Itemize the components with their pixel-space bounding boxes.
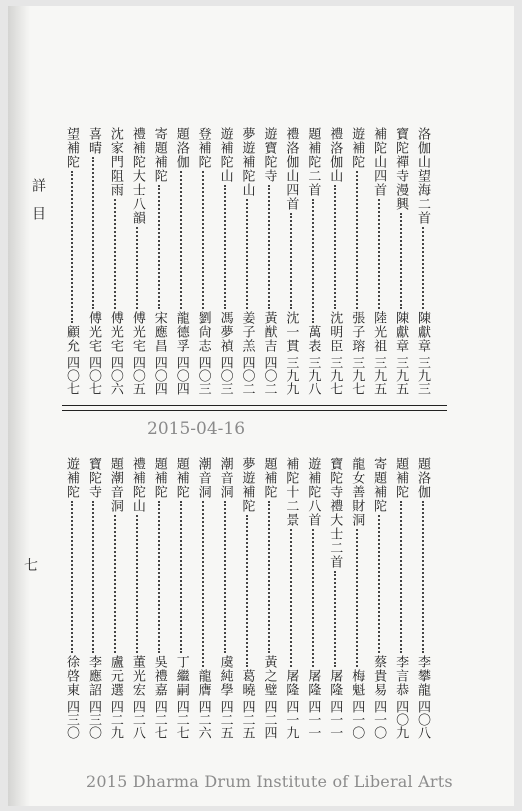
entry-title: 遊補陀 [349, 127, 365, 169]
entry-title: 沈家門阻雨 [107, 127, 123, 197]
entry-title: 遊補陀 [64, 457, 79, 499]
entry-title: 寄題補陀 [151, 127, 167, 183]
toc-entry [305, 457, 320, 739]
entry-title: 登補陀 [195, 127, 211, 169]
dot-leader [400, 213, 402, 309]
toc-entry [349, 457, 364, 739]
entry-author: 張子瑢 [349, 311, 365, 353]
entry-author: 李攀龍 [415, 655, 430, 697]
entry-title: 題潮音洞 [107, 457, 123, 513]
entry-title: 補陀十二景 [283, 457, 299, 527]
toc-entry [152, 127, 167, 395]
entry-author: 陳獻章 [393, 311, 409, 353]
dot-leader [312, 529, 314, 667]
dot-leader [422, 501, 424, 653]
entry-page: 三九九 [283, 356, 299, 395]
toc-entry [174, 457, 189, 739]
entry-title: 潮音洞 [195, 457, 211, 499]
dot-leader [334, 185, 336, 309]
entry-author: 屠隆 [283, 669, 299, 697]
entry-author: 沈一貫 [283, 311, 299, 353]
dot-leader [400, 501, 402, 653]
entry-page: 四〇三 [217, 356, 233, 395]
entry-page: 四三〇 [85, 700, 101, 739]
entry-title: 禮補陀山 [129, 457, 145, 513]
entry-title: 禮洛伽山四首 [283, 127, 299, 211]
entry-title: 題洛伽 [173, 127, 189, 169]
dot-leader [71, 501, 73, 653]
dot-leader [224, 501, 226, 653]
dot-leader [224, 185, 226, 309]
entry-author: 陳獻章 [415, 311, 430, 353]
entry-author: 宋應昌 [151, 311, 167, 353]
entry-author: 龍德孚 [173, 311, 189, 353]
entry-author: 吳禮嘉 [151, 655, 167, 697]
entry-title: 望補陀 [64, 127, 79, 169]
toc-entry [64, 457, 79, 739]
entry-title: 寶陀寺 [85, 457, 101, 499]
entry-author: 屠隆 [327, 669, 343, 697]
dot-leader [180, 501, 182, 653]
entry-page: 四一〇 [349, 700, 365, 739]
entry-page: 四二七 [151, 700, 167, 739]
toc-entry [196, 457, 211, 739]
entry-author: 黃之璧 [261, 655, 277, 697]
dot-leader [136, 515, 138, 653]
entry-title: 寶陀寺禮大士二首 [327, 457, 343, 569]
toc-entry [108, 127, 123, 395]
toc-entry [261, 127, 276, 395]
dot-leader [268, 185, 270, 309]
entry-page: 四二八 [129, 700, 145, 739]
entry-title: 遊補陀八首 [305, 457, 321, 527]
dot-leader [114, 199, 116, 309]
entry-title: 禮補陀大士八韻 [129, 127, 145, 225]
dot-leader [246, 515, 248, 667]
entry-author: 李言恭 [393, 655, 409, 697]
toc-entry [196, 127, 211, 395]
entry-page: 四一一 [305, 700, 321, 739]
entry-title: 寶陀禪寺漫興 [393, 127, 409, 211]
toc-entry [86, 127, 101, 395]
toc-entry [218, 457, 233, 739]
entry-page: 四一九 [283, 700, 299, 739]
entry-title: 補陀山四首 [371, 127, 387, 197]
entry-title: 潮音洞 [217, 457, 233, 499]
entry-title: 題補陀 [261, 457, 277, 499]
entry-title: 遊補陀山 [217, 127, 233, 183]
entry-page: 四〇二 [261, 356, 277, 395]
entry-page: 四二五 [217, 700, 233, 739]
toc-entry [152, 457, 167, 739]
entry-author: 虞純學 [217, 655, 233, 697]
entry-page: 三九七 [327, 356, 343, 395]
entry-author: 顧允 [64, 325, 79, 353]
divider-rule-top [62, 405, 447, 406]
toc-entry [174, 127, 189, 395]
entry-page: 四三〇 [64, 700, 79, 739]
dot-leader [180, 171, 182, 309]
entry-title: 洛伽山望海二首 [415, 127, 430, 225]
toc-entry [415, 127, 430, 395]
entry-page: 四〇七 [64, 356, 79, 395]
toc-entry [305, 127, 320, 395]
entry-author: 沈明臣 [327, 311, 343, 353]
dot-leader [71, 171, 73, 323]
entry-author: 屠隆 [305, 669, 321, 697]
entry-page: 三九七 [349, 356, 365, 395]
toc-entry [393, 457, 408, 739]
entry-page: 四〇七 [85, 356, 101, 395]
entry-title: 題補陀 [393, 457, 409, 499]
entry-page: 四〇八 [415, 700, 430, 739]
entry-author: 萬表 [305, 325, 321, 353]
entry-page: 四二五 [239, 700, 255, 739]
entry-page: 三九五 [393, 356, 409, 395]
entry-author: 李應詔 [85, 655, 101, 697]
entry-author: 董光宏 [129, 655, 145, 697]
entry-author: 馮夢禎 [217, 311, 233, 353]
toc-entry [327, 127, 342, 395]
side-label: 詳目 [30, 178, 46, 234]
dot-leader [158, 185, 160, 309]
entry-author: 葛曉 [239, 669, 255, 697]
toc-entry [86, 457, 101, 739]
entry-page: 四〇二 [239, 356, 255, 395]
entry-author: 傅光宅 [85, 311, 101, 353]
toc-entry [218, 127, 233, 395]
entry-title: 寄題補陀 [371, 457, 387, 513]
dot-leader [356, 171, 358, 309]
toc-entry [327, 457, 342, 739]
toc-entry [371, 127, 386, 395]
dot-leader [158, 501, 160, 653]
dot-leader [114, 515, 116, 653]
entry-author: 丁繼嗣 [173, 655, 189, 697]
entry-title: 題補陀 [151, 457, 167, 499]
entry-author: 陸光祖 [371, 311, 387, 353]
entry-author: 蔡貴易 [371, 655, 387, 697]
entry-title: 龍女善財洞 [349, 457, 365, 527]
entry-page: 四〇三 [195, 356, 211, 395]
entry-page: 四一〇 [371, 700, 387, 739]
dot-leader [334, 571, 336, 667]
entry-page: 四二四 [261, 700, 277, 739]
entry-title: 題補陀 [173, 457, 189, 499]
dot-leader [202, 501, 204, 667]
entry-author: 盧元選 [107, 655, 123, 697]
entry-page: 四〇五 [129, 356, 145, 395]
entry-title: 遊寶陀寺 [261, 127, 277, 183]
toc-entry [349, 127, 364, 395]
toc-entry [283, 127, 298, 395]
toc-entry [240, 127, 255, 395]
toc-entry [393, 127, 408, 395]
toc-entry [64, 127, 79, 395]
entry-page: 四一一 [327, 700, 343, 739]
dot-leader [246, 199, 248, 309]
entry-title: 夢遊補陀山 [239, 127, 255, 197]
toc-entry [415, 457, 430, 739]
footer-watermark: 2015 Dharma Drum Institute of Liberal Arts [86, 772, 453, 791]
page-number: 七 [24, 558, 38, 574]
entry-page: 四二六 [195, 700, 211, 739]
entry-author: 龍膺 [195, 669, 211, 697]
entry-title: 喜晴 [85, 127, 101, 155]
entry-page: 四〇六 [107, 356, 123, 395]
toc-entry [108, 457, 123, 739]
entry-page: 四〇四 [151, 356, 167, 395]
dot-leader [378, 199, 380, 309]
entry-page: 三九八 [305, 356, 321, 395]
entry-title: 夢遊補陀 [239, 457, 255, 513]
dot-leader [202, 171, 204, 309]
entry-page: 四二九 [107, 700, 123, 739]
divider-rule-bottom [62, 410, 447, 411]
toc-entry [130, 457, 145, 739]
entry-author: 傅光宅 [107, 311, 123, 353]
dot-leader [290, 213, 292, 309]
dot-leader [136, 227, 138, 309]
entry-author: 梅魁 [349, 669, 365, 697]
entry-page: 三九三 [415, 356, 430, 395]
entry-page: 三九五 [371, 356, 387, 395]
page-gutter-shadow [8, 6, 30, 806]
toc-entry [130, 127, 145, 395]
entry-author: 傅光宅 [129, 311, 145, 353]
date-stamp: 2015-04-16 [147, 419, 246, 439]
toc-entry [371, 457, 386, 739]
dot-leader [268, 501, 270, 653]
dot-leader [312, 199, 314, 323]
dot-leader [92, 501, 94, 653]
entry-title: 題洛伽 [415, 457, 430, 499]
toc-entry [283, 457, 298, 739]
entry-page: 四〇四 [173, 356, 189, 395]
entry-page: 四〇九 [393, 700, 409, 739]
dot-leader [422, 227, 424, 309]
entry-title: 禮洛伽山 [327, 127, 343, 183]
entry-title: 題補陀二首 [305, 127, 321, 197]
entry-author: 劉尙志 [195, 311, 211, 353]
toc-entry [261, 457, 276, 739]
dot-leader [290, 529, 292, 667]
dot-leader [356, 529, 358, 667]
toc-entry [240, 457, 255, 739]
entry-author: 黃猷吉 [261, 311, 277, 353]
dot-leader [378, 515, 380, 653]
entry-author: 姜子羔 [239, 311, 255, 353]
dot-leader [92, 157, 94, 309]
entry-author: 徐啓東 [64, 655, 79, 697]
entry-page: 四二七 [173, 700, 189, 739]
